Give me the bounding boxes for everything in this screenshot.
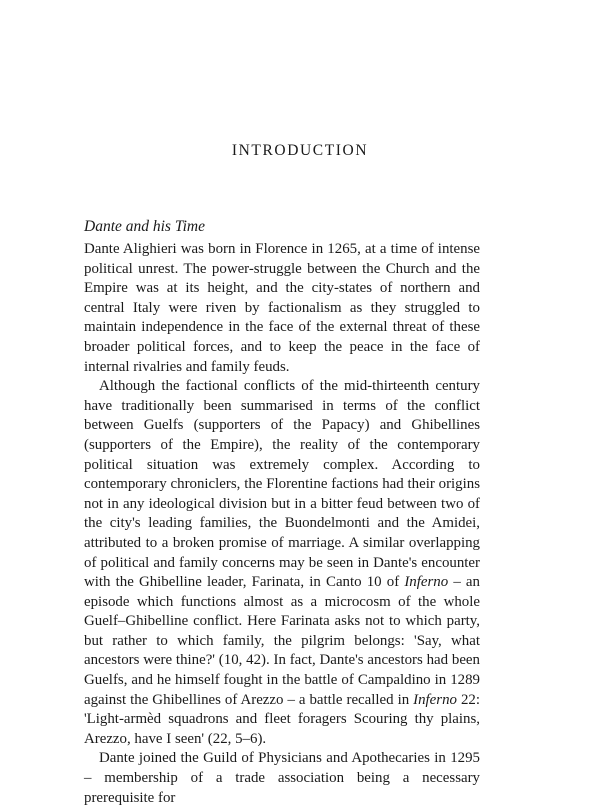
paragraph-2-text-e: 22: 'Light-armèd squadrons and fleet foragers Scouring thy plains, Arezzo, have I seen' (22, 5–6). [84,691,480,747]
paragraph-2-text-c: – an episode which functions almost as a microcosm of the whole Guelf–Ghibelline conflict. Here Farinata asks not to which party, but rather to which family, the pilgrim belongs: 'Say, what ancestors were thine?' (10, 42). In fact, Dante's ancestors had been Guelfs, and he himself fought in the battle of Campaldino in 1289 against the Ghibellines of Arezzo – a battle recalled in [84,574,480,708]
body-text [84,240,480,808]
paragraph-3: Dante joined the Guild of Physicians and Apothecaries in 1295 – membership of a trade association being a necessary prerequisite for [84,750,480,806]
paragraph-2 [84,377,480,749]
paragraph-1: Dante Alighieri was born in Florence in 1265, at a time of intense political unrest. The power-struggle between the Church and the Empire was at its height, and the city-states of northern and central Italy were riven by factionalism as they struggled to maintain independence in the face of the external threat of these broader political forces, and to keep the peace in the face of internal rivalries and family feuds. [84,241,480,375]
inferno-title-1: Inferno [404,574,449,591]
section-heading: Dante and his Time [84,218,205,235]
inferno-title-2: Inferno [413,691,457,708]
paragraph-2-text-a: Although the factional conflicts of the mid-thirteenth century have traditionally been summarised in terms of the conflict between Guelfs (supporters of the Papacy) and Ghibellines (supporters of the Empire), the reality of the contemporary political situation was extremely complex. According to contemporary chroniclers, the Florentine factions had their origins not in any ideological division but in a bitter feud between two of the city's leading families, the Buondelmonti and the Amidei, attributed to a broken promise of marriage. A similar overlapping of political and family concerns may be seen in Dante's encounter with the Ghibelline leader, Farinata, in Canto 10 of [84,378,480,591]
chapter-title: INTRODUCTION [231,142,369,159]
